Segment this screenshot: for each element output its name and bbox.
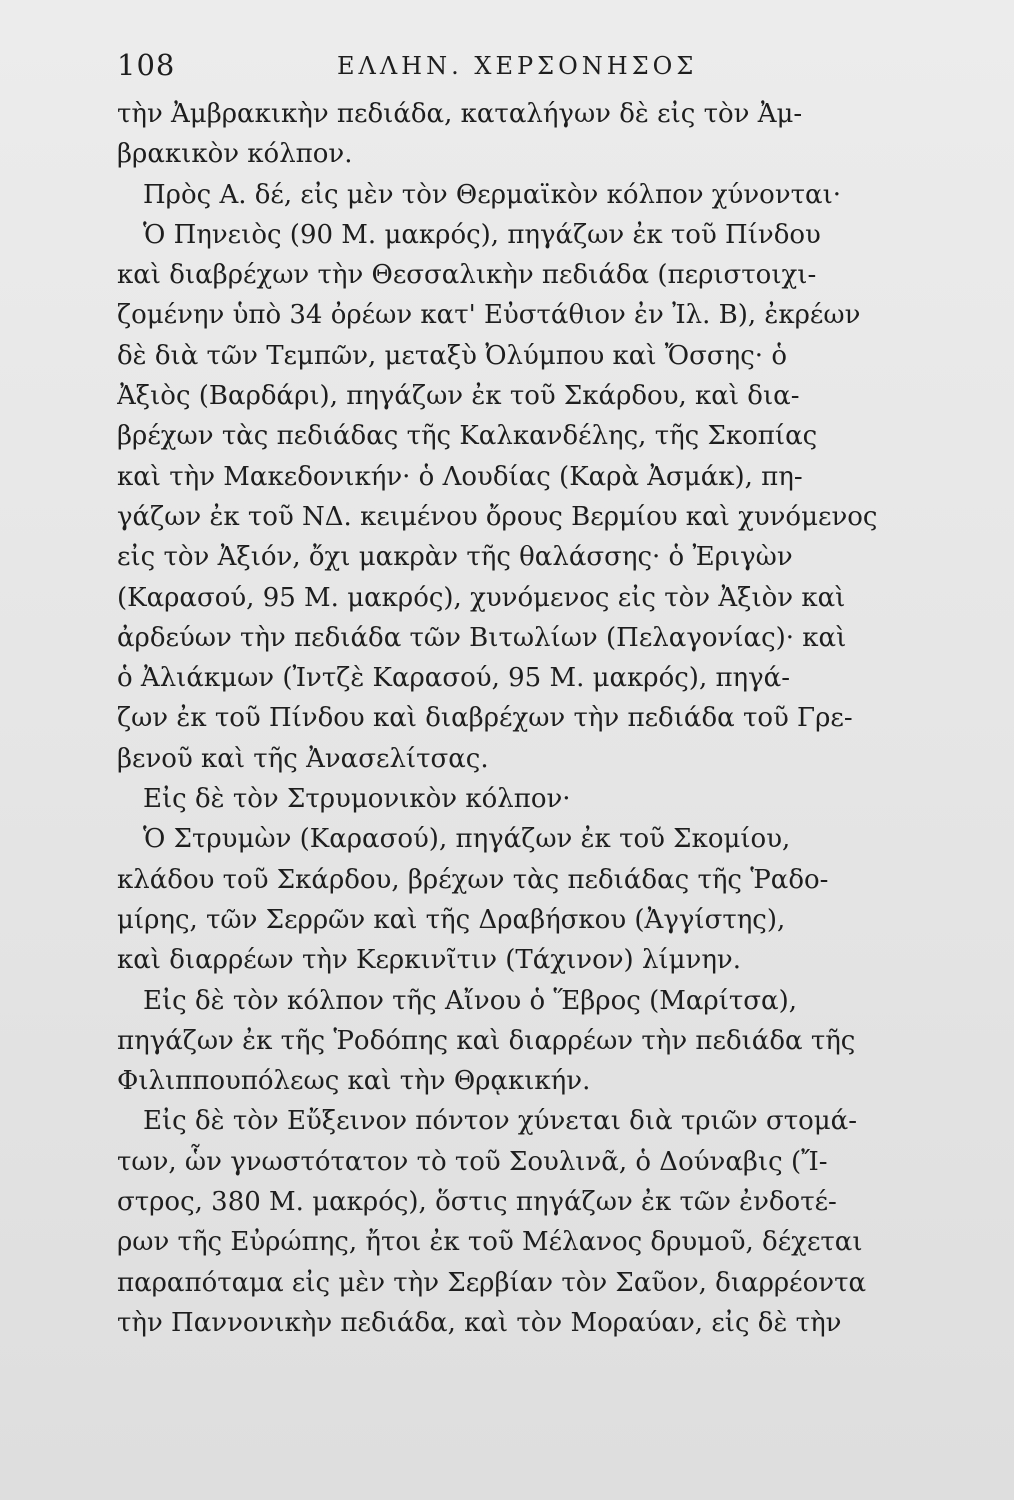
- text-line: πηγάζων ἐκ τῆς Ῥοδόπης καὶ διαρρέων τὴν πεδιάδα τῆς: [117, 1025, 856, 1056]
- text-line: ρων τῆς Εὐρώπης, ἤτοι ἐκ τοῦ Μέλανος δρυμοῦ, δέχεται: [117, 1227, 863, 1258]
- text-line: παραπόταμα εἰς μὲν τὴν Σερβίαν τὸν Σαῦον, διαρρέοντα: [117, 1267, 867, 1298]
- text-line: Εἰς δὲ τὸν Εὔξεινον πόντον χύνεται διὰ τριῶν στομά-: [143, 1106, 857, 1137]
- text-line: βρέχων τὰς πεδιάδας τῆς Καλκανδέλης, τῆς Σκοπίας: [117, 421, 818, 452]
- text-line: των, ὧν γνωστότατον τὸ τοῦ Σουλινᾶ, ὁ Δούναβις (Ἴ-: [117, 1146, 828, 1177]
- text-line: Πρὸς Α. δέ, εἰς μὲν τὸν Θερμαϊκὸν κόλπον χύνονται·: [143, 179, 842, 210]
- text-line: (Καρασού, 95 Μ. μακρός), χυνόμενος εἰς τὸν Ἀξιὸν καὶ: [117, 582, 846, 613]
- text-line: βενοῦ καὶ τῆς Ἀνασελίτσας.: [117, 743, 489, 774]
- text-line: Φιλιππουπόλεως καὶ τὴν Θρᾳκικήν.: [117, 1066, 591, 1097]
- text-line: Εἰς δὲ τὸν Στρυμονικὸν κόλπον·: [143, 784, 571, 815]
- body-text: [117, 94, 927, 1343]
- text-line: καὶ τὴν Μακεδονικήν· ὁ Λουδίας (Καρὰ Ἀσμάκ), πη-: [117, 461, 803, 492]
- text-line: τὴν Ἀμβρακικὴν πεδιάδα, καταλήγων δὲ εἰς τὸν Ἀμ-: [117, 99, 803, 129]
- text-line: ἀρδεύων τὴν πεδιάδα τῶν Βιτωλίων (Πελαγονίας)· καὶ: [117, 622, 847, 653]
- text-line: ζομένην ὑπὸ 34 ὀρέων κατ' Εὐστάθιον ἐν Ἰλ. Β), ἐκρέων: [117, 300, 861, 331]
- text-line: καὶ διαβρέχων τὴν Θεσσαλικὴν πεδιάδα (περιστοιχι-: [117, 260, 817, 291]
- page-number: 108: [117, 48, 176, 82]
- text-line: στρος, 380 Μ. μακρός), ὅστις πηγάζων ἐκ τῶν ἐνδοτέ-: [117, 1187, 837, 1218]
- text-line: καὶ διαρρέων τὴν Κερκινῖτιν (Τάχινον) λίμνην.: [117, 945, 741, 976]
- text-line: κλάδου τοῦ Σκάρδου, βρέχων τὰς πεδιάδας τῆς Ῥαδο-: [117, 864, 829, 895]
- text-line: εἰς τὸν Ἀξιόν, ὄχι μακρὰν τῆς θαλάσσης· ὁ Ἐριγὼν: [117, 542, 793, 573]
- running-title: ΕΛΛΗΝ. ΧΕΡΣΟΝΗΣΟΣ: [337, 52, 698, 80]
- text-line: βρακικὸν κόλπον.: [117, 139, 353, 170]
- text-line: Εἰς δὲ τὸν κόλπον τῆς Αἴνου ὁ Ἕβρος (Μαρίτσα),: [143, 985, 797, 1016]
- text-line: Ἀξιὸς (Βαρδάρι), πηγάζων ἐκ τοῦ Σκάρδου, καὶ δια-: [117, 381, 800, 412]
- text-line: ζων ἐκ τοῦ Πίνδου καὶ διαβρέχων τὴν πεδιάδα τοῦ Γρε-: [117, 703, 853, 734]
- text-line: δὲ διὰ τῶν Τεμπῶν, μεταξὺ Ὀλύμπου καὶ Ὄσσης· ὁ: [117, 340, 787, 371]
- page-header: [117, 48, 917, 88]
- text-line: Ὁ Στρυμὼν (Καρασού), πηγάζων ἐκ τοῦ Σκομίου,: [143, 824, 791, 855]
- text-line: τὴν Παννονικὴν πεδιάδα, καὶ τὸν Μοραύαν, εἰς δὲ τὴν: [117, 1307, 842, 1338]
- text-line: ὁ Ἀλιάκμων (Ἰντζὲ Καρασού, 95 Μ. μακρός), πηγά-: [117, 663, 791, 694]
- text-line: γάζων ἐκ τοῦ ΝΔ. κειμένου ὄρους Βερμίου καὶ χυνόμενος: [117, 501, 878, 532]
- text-line: Ὁ Πηνειὸς (90 Μ. μακρός), πηγάζων ἐκ τοῦ Πίνδου: [143, 219, 821, 250]
- text-line: μίρης, τῶν Σερρῶν καὶ τῆς Δραβήσκου (Ἀγγίστης),: [117, 904, 786, 935]
